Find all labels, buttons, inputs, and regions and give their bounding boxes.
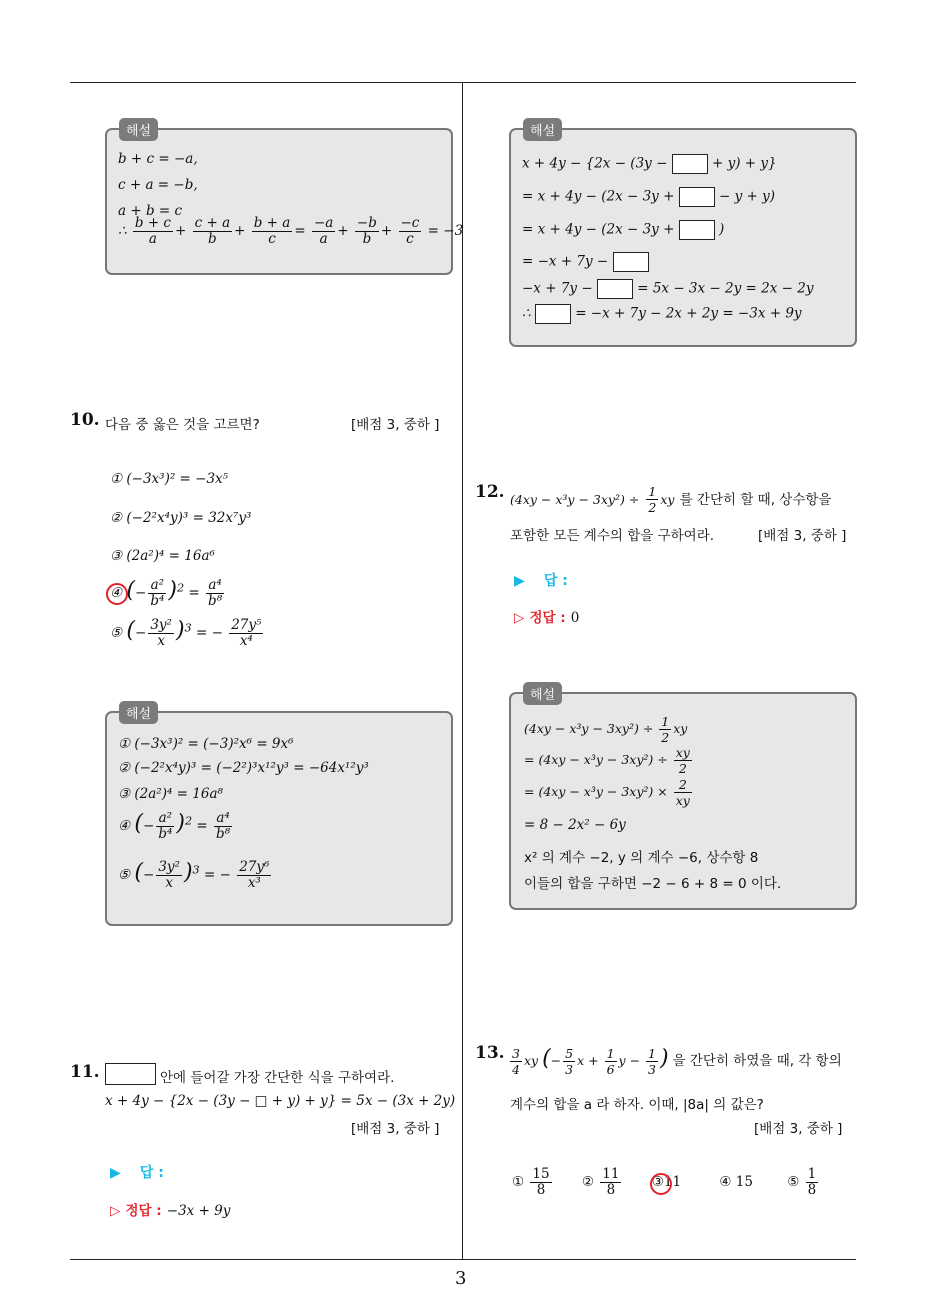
solution-box-9 xyxy=(105,124,464,275)
q13-line1: $\frac{3}{4}$ xy (− $\frac{5}{3}$ x + $\frac{1}{6}$ y − $\frac{1}{3}$ ) 을 간단히 하였을 때, 각 항의 xyxy=(512,1046,842,1077)
sol12-line1: (4xy − x³y − 3xy²) ÷ $\frac{1}{2}$ xy xyxy=(524,714,688,745)
fraction: $\frac{\text{a⁴}}{\text{b⁸}}$ xyxy=(208,577,223,609)
fraction: $\frac{2}{xy}$ xyxy=(675,777,690,808)
question-number-11: 11. xyxy=(70,1062,100,1082)
sol11-line4: = −x + 7y − xyxy=(522,252,649,272)
q12-correct-row xyxy=(514,606,579,626)
fraction: $\frac{\text{27y⁵}}{\text{x⁴}}$ xyxy=(231,617,262,649)
solution-tag: 해설 xyxy=(523,682,562,705)
fraction: $\frac{\text{a²}}{\text{b⁴}}$ xyxy=(158,810,173,842)
q10-text: 다음 중 옳은 것을 고르면? xyxy=(105,417,260,433)
q11-answer-row xyxy=(110,1162,164,1182)
fraction: $\frac{1}{2}$ xyxy=(648,484,657,515)
fraction: $\frac{1}{8}$ xyxy=(807,1166,817,1198)
q10-option-1[interactable]: ① (−3x³)² = −3x⁵ xyxy=(110,471,229,487)
q12-line1: (4xy − x³y − 3xy²) ÷ $\frac{1}{2}$ xy 를 간단히 할 때, 상수항을 xyxy=(510,484,832,515)
q12-line2: 포함한 모든 계수의 합을 구하여라. xyxy=(510,528,715,544)
page-number: 3 xyxy=(455,1268,467,1289)
fraction: $\frac{-b}{b}$ xyxy=(356,215,377,247)
correct-answer-circle xyxy=(650,1173,672,1195)
bottom-rule xyxy=(70,1259,856,1260)
column-divider xyxy=(462,83,463,1260)
sol11-line2: = x + 4y − (2x − 3y + − y + y) xyxy=(522,187,775,207)
blank-box xyxy=(535,304,571,324)
blank-box xyxy=(613,252,649,272)
fraction: $\frac{1}{3}$ xyxy=(648,1046,656,1077)
sol10-line3: ③ (2a²)⁴ = 16a⁸ xyxy=(118,786,223,802)
q13-points: [배점 3, 중하 ] xyxy=(754,1121,843,1137)
question-number-12: 12. xyxy=(475,482,505,502)
q12-answer-label: 답 : xyxy=(543,573,568,589)
sol12-line2: = (4xy − x³y − 3xy²) ÷ $\frac{xy}{2}$ xyxy=(524,745,690,776)
q11-expression: x + 4y − {2x − (3y − □ + y) + y} = 5x − (3x + 2y) xyxy=(105,1093,456,1109)
fraction: $\frac{3}{4}$ xyxy=(512,1046,520,1077)
q11-correct-value: −3x + 9y xyxy=(166,1203,231,1219)
q10-option-3[interactable]: ③ (2a²)⁴ = 16a⁶ xyxy=(110,548,215,564)
solution-tag: 해설 xyxy=(119,701,158,724)
q13-option-2[interactable]: ② $\frac{11}{8}$ xyxy=(581,1166,620,1198)
sol11-line3: = x + 4y − (2x − 3y + ) xyxy=(522,220,724,240)
sol10-line1: ① (−3x³)² = (−3)²x⁶ = 9x⁶ xyxy=(118,736,294,752)
solution-box-12 xyxy=(509,688,857,910)
fraction: $\frac{11}{8}$ xyxy=(602,1166,620,1198)
fraction: $\frac{c + a}{b}$ xyxy=(194,215,231,247)
sol9-line3: a + b = c xyxy=(118,203,183,219)
sol12-line6: 이들의 합을 구하면 −2 − 6 + 8 = 0 이다. xyxy=(524,876,782,892)
q13-option-5[interactable]: ⑤ $\frac{1}{8}$ xyxy=(787,1166,817,1198)
fraction: $\frac{-c}{c}$ xyxy=(400,215,420,247)
fraction: $\frac{b + c}{a}$ xyxy=(134,215,171,247)
sol12-line4: = 8 − 2x² − 6y xyxy=(524,817,626,833)
fraction: $\frac{-a}{a}$ xyxy=(313,215,334,247)
fraction: $\frac{1}{6}$ xyxy=(606,1046,615,1077)
q11-correct-label: 정답 : xyxy=(125,1203,162,1219)
fraction: $\frac{5}{3}$ xyxy=(565,1046,574,1077)
question-number-10: 10. xyxy=(70,410,100,430)
q11-points: [배점 3, 중하 ] xyxy=(351,1121,440,1137)
sol9-line4: ∴ $\frac{b + c}{a}$ + $\frac{c + a}{b}$ + $\frac{b + a}{c}$ = $\frac{-a}{a}$ + $\frac{-b}{b}$ + $\frac{-c}{c}$ = −3 xyxy=(118,215,464,247)
q10-option-2[interactable]: ② (−2²x⁴y)³ = 32x⁷y³ xyxy=(110,510,252,526)
play-icon: ▶ xyxy=(514,573,525,589)
play-icon: ▶ xyxy=(110,1165,121,1181)
q12-correct-value: 0 xyxy=(570,610,580,626)
sol10-line5: ⑤ (− $\frac{\text{3y²}}{x}$ )$^3$ = − $\frac{\text{27y⁶}}{\text{x³}}$ xyxy=(118,859,270,891)
fraction: $\frac{\text{27y⁶}}{\text{x³}}$ xyxy=(239,859,270,891)
fraction: $\frac{\text{3y²}}{x}$ xyxy=(150,617,172,649)
sol11-line1: x + 4y − {2x − (3y − + y) + y} xyxy=(522,154,777,174)
sol9-line2: c + a = −b, xyxy=(118,177,198,193)
sol9-line1: b + c = −a, xyxy=(118,151,198,167)
solution-tag: 해설 xyxy=(523,118,562,141)
correct-answer-icon: ▷ xyxy=(110,1203,121,1219)
q12-answer-row xyxy=(514,570,568,590)
blank-box xyxy=(679,187,715,207)
question-number-13: 13. xyxy=(475,1043,505,1063)
sol10-line4: ④ (− $\frac{\text{a²}}{\text{b⁴}}$ )$^2$ = $\frac{\text{a⁴}}{\text{b⁸}}$ xyxy=(118,810,231,842)
q11-text: 안에 들어갈 가장 간단한 식을 구하여라. xyxy=(160,1070,395,1086)
fraction: $\frac{1}{2}$ xyxy=(661,714,670,745)
blank-box xyxy=(597,279,633,299)
solution-box-11 xyxy=(509,124,857,347)
q11-answer-label: 답 : xyxy=(139,1165,164,1181)
fraction: $\frac{\text{a²}}{\text{b⁴}}$ xyxy=(150,577,165,609)
fraction: $\frac{b + a}{c}$ xyxy=(253,215,291,247)
top-rule xyxy=(70,82,856,83)
fraction: $\frac{\text{a⁴}}{\text{b⁸}}$ xyxy=(216,810,231,842)
q11-correct-row xyxy=(110,1199,230,1219)
correct-answer-icon: ▷ xyxy=(514,610,525,626)
solution-tag: 해설 xyxy=(119,118,158,141)
blank-box xyxy=(679,220,715,240)
sol11-line5: −x + 7y − = 5x − 3x − 2y = 2x − 2y xyxy=(522,279,813,299)
q13-line2: 계수의 합을 a 라 하자. 이때, |8a| 의 값은? xyxy=(510,1097,764,1113)
fraction: $\frac{xy}{2}$ xyxy=(675,745,690,776)
q13-option-3[interactable]: ③11 xyxy=(651,1174,682,1190)
fraction: $\frac{15}{8}$ xyxy=(532,1166,550,1198)
q13-option-4[interactable]: ④ 15 xyxy=(719,1174,753,1190)
q10-option-4[interactable]: ④ (− $\frac{\text{a²}}{\text{b⁴}}$ )$^2$ = $\frac{\text{a⁴}}{\text{b⁸}}$ xyxy=(110,577,223,609)
solution-box-10 xyxy=(105,707,453,926)
sol12-line3: = (4xy − x³y − 3xy²) × $\frac{2}{xy}$ xyxy=(524,777,690,808)
sol10-line2: ② (−2²x⁴y)³ = (−2²)³x¹²y³ = −64x¹²y³ xyxy=(118,760,369,776)
q12-correct-label: 정답 : xyxy=(529,610,566,626)
q10-points: [배점 3, 중하 ] xyxy=(351,417,440,433)
q12-points: [배점 3, 중하 ] xyxy=(758,528,847,544)
blank-box xyxy=(672,154,708,174)
sol11-line6: ∴ = −x + 7y − 2x + 2y = −3x + 9y xyxy=(522,304,802,324)
fraction: $\frac{\text{3y²}}{x}$ xyxy=(158,859,180,891)
q13-option-1[interactable]: ① $\frac{15}{8}$ xyxy=(512,1166,550,1198)
q11-blank-box xyxy=(105,1063,156,1085)
q10-option-5[interactable]: ⑤ (− $\frac{\text{3y²}}{x}$ )$^3$ = − $\frac{\text{27y⁵}}{\text{x⁴}}$ xyxy=(110,617,262,649)
sol12-line5: x² 의 계수 −2, y 의 계수 −6, 상수항 8 xyxy=(524,850,759,866)
